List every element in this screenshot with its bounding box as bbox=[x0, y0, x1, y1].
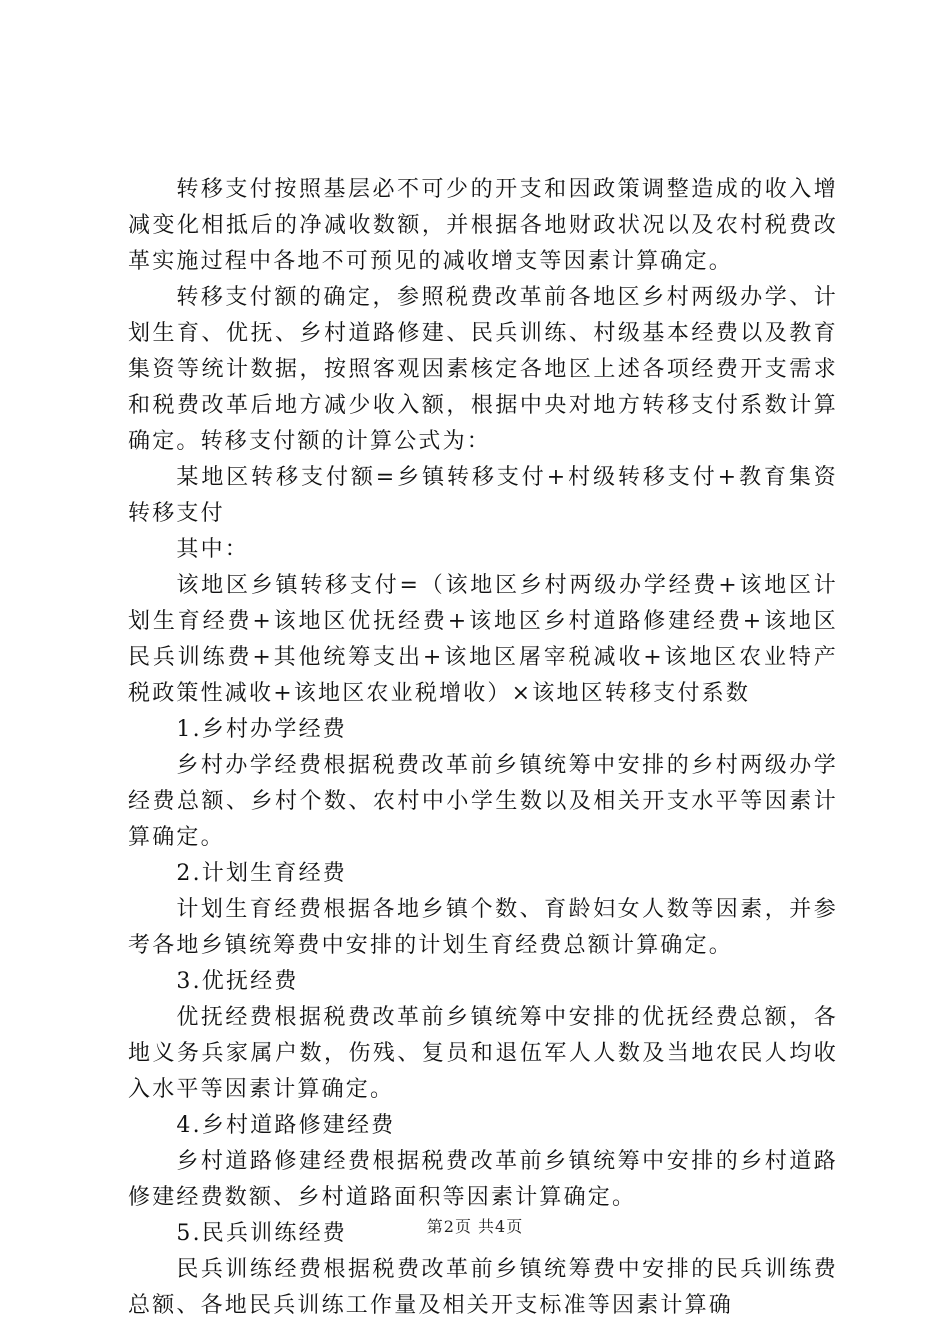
paragraph: 乡村道路修建经费根据税费改革前乡镇统筹中安排的乡村道路修建经费数额、乡村道路面积等因素计算确定。 bbox=[128, 1149, 838, 1210]
section-heading: 5.民兵训练经费 bbox=[176, 1221, 347, 1246]
section-heading: 4.乡村道路修建经费 bbox=[176, 1113, 396, 1138]
paragraph: 民兵训练经费根据税费改革前乡镇统筹费中安排的民兵训练费总额、各地民兵训练工作量及相关开支标准等因素计算确 bbox=[128, 1257, 838, 1318]
formula-paragraph: 该地区乡镇转移支付=（该地区乡村两级办学经费+该地区计划生育经费+该地区优抚经费+该地区乡村道路修建经费+该地区民兵训练费+其他统筹支出+该地区屠宰税减收+该地区农业特产税政策性减收+该地区农业税增收）×该地区转移支付系数 bbox=[128, 573, 838, 706]
page-footer: 第2页 共4页 bbox=[426, 1217, 524, 1236]
paragraph: 计划生育经费根据各地乡镇个数、育龄妇女人数等因素，并参考各地乡镇统筹费中安排的计划生育经费总额计算确定。 bbox=[128, 897, 838, 958]
section-heading: 2.计划生育经费 bbox=[176, 861, 347, 886]
paragraph: 其中： bbox=[176, 537, 249, 562]
paragraph: 乡村办学经费根据税费改革前乡镇统筹中安排的乡村两级办学经费总额、乡村个数、农村中小学生数以及相关开支水平等因素计算确定。 bbox=[128, 753, 838, 850]
paragraph: 转移支付按照基层必不可少的开支和因政策调整造成的收入增减变化相抵后的净减收数额，并根据各地财政状况以及农村税费改革实施过程中各地不可预见的减收增支等因素计算确定。 bbox=[128, 177, 838, 274]
section-heading: 1.乡村办学经费 bbox=[176, 717, 347, 742]
paragraph: 转移支付额的确定，参照税费改革前各地区乡村两级办学、计划生育、优抚、乡村道路修建、民兵训练、村级基本经费以及教育集资等统计数据，按照客观因素核定各地区上述各项经费开支需求和税费改革后地方减少收入额，根据中央对地方转移支付系数计算确定。转移支付额的计算公式为： bbox=[128, 285, 838, 454]
paragraph: 优抚经费根据税费改革前乡镇统筹中安排的优抚经费总额，各地义务兵家属户数，伤残、复员和退伍军人人数及当地农民人均收入水平等因素计算确定。 bbox=[128, 1005, 838, 1102]
section-heading: 3.优抚经费 bbox=[176, 969, 299, 994]
formula-paragraph: 某地区转移支付额=乡镇转移支付+村级转移支付+教育集资转移支付 bbox=[128, 465, 838, 526]
document-body bbox=[128, 172, 838, 1324]
